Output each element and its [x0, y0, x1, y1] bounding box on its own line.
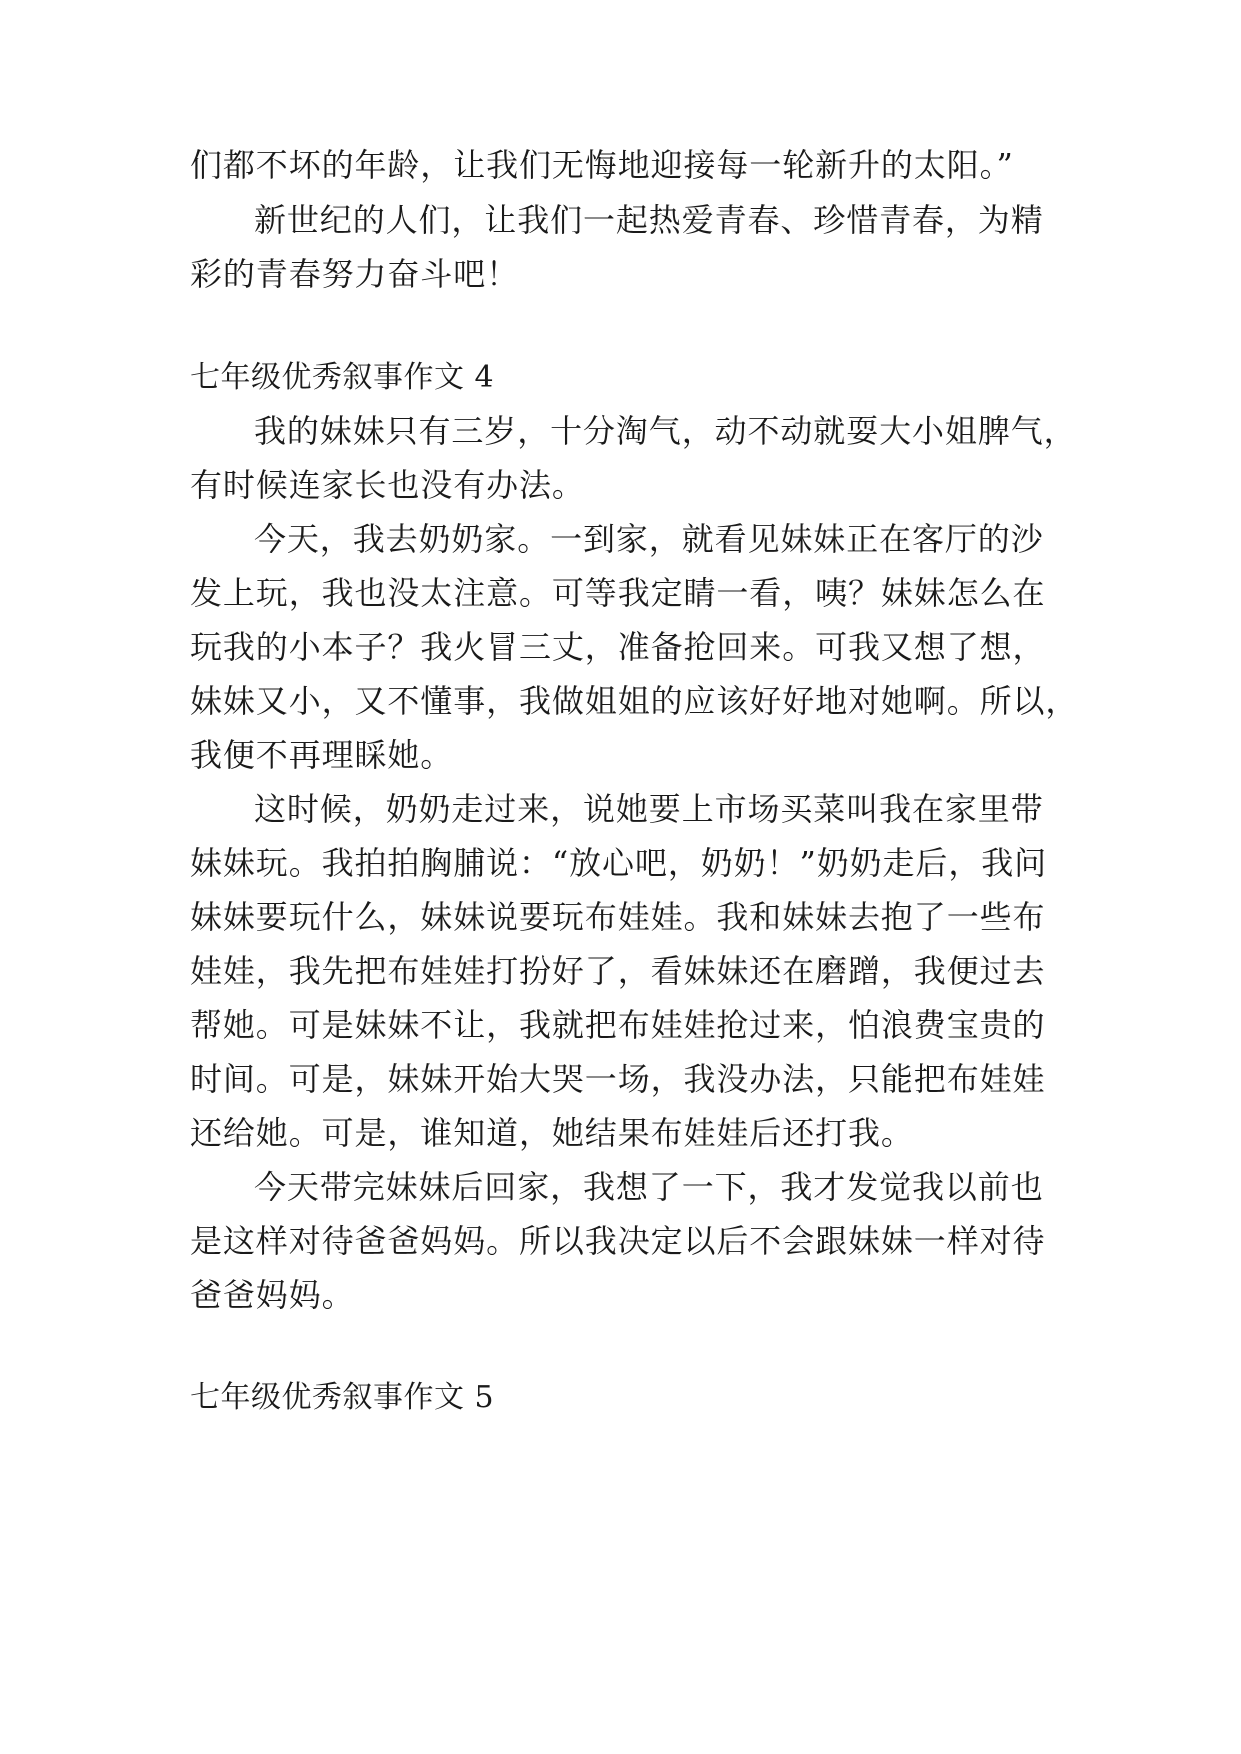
paragraph-line: 娃娃，我先把布娃娃打扮好了，看妹妹还在磨蹭，我便过去	[190, 952, 1046, 990]
paragraph-line: 妹妹玩。我拍拍胸脯说：“放心吧，奶奶！”奶奶走后，我问	[190, 844, 1048, 882]
paragraph-line: 彩的青春努力奋斗吧！	[190, 255, 520, 293]
paragraph-line: 爸爸妈妈。	[190, 1276, 355, 1314]
paragraph-line: 今天带完妹妹后回家，我想了一下，我才发觉我以前也	[254, 1168, 1044, 1206]
paragraph-line: 妹妹又小，又不懂事，我做姐姐的应该好好地对她啊。所以，	[190, 682, 1079, 720]
paragraph-line: 新世纪的人们，让我们一起热爱青春、珍惜青春，为精	[254, 201, 1044, 239]
paragraph-line: 帮她。可是妹妹不让，我就把布娃娃抢过来，怕浪费宝贵的	[190, 1006, 1046, 1044]
paragraph-line: 妹妹要玩什么，妹妹说要玩布娃娃。我和妹妹去抱了一些布	[190, 898, 1046, 936]
paragraph-line: 今天，我去奶奶家。一到家，就看见妹妹正在客厅的沙	[254, 520, 1044, 558]
paragraph-line: 时间。可是，妹妹开始大哭一场，我没办法，只能把布娃娃	[190, 1060, 1046, 1098]
paragraph-line: 发上玩，我也没太注意。可等我定睛一看，咦？妹妹怎么在	[190, 574, 1046, 612]
section-heading-4: 七年级优秀叙事作文 4	[190, 360, 495, 395]
paragraph-line: 玩我的小本子？我火冒三丈，准备抢回来。可我又想了想，	[190, 628, 1046, 666]
section-heading-5: 七年级优秀叙事作文 5	[190, 1380, 495, 1415]
paragraph-line: 还给她。可是，谁知道，她结果布娃娃后还打我。	[190, 1114, 914, 1152]
paragraph-line: 我便不再理睬她。	[190, 736, 454, 774]
paragraph-line: 们都不坏的年龄，让我们无悔地迎接每一轮新升的太阳。”	[190, 146, 1014, 184]
paragraph-line: 我的妹妹只有三岁，十分淘气，动不动就耍大小姐脾气，	[254, 412, 1077, 450]
paragraph-line: 这时候，奶奶走过来，说她要上市场买菜叫我在家里带	[254, 790, 1044, 828]
paragraph-line: 是这样对待爸爸妈妈。所以我决定以后不会跟妹妹一样对待	[190, 1222, 1046, 1260]
paragraph-line: 有时候连家长也没有办法。	[190, 466, 585, 504]
